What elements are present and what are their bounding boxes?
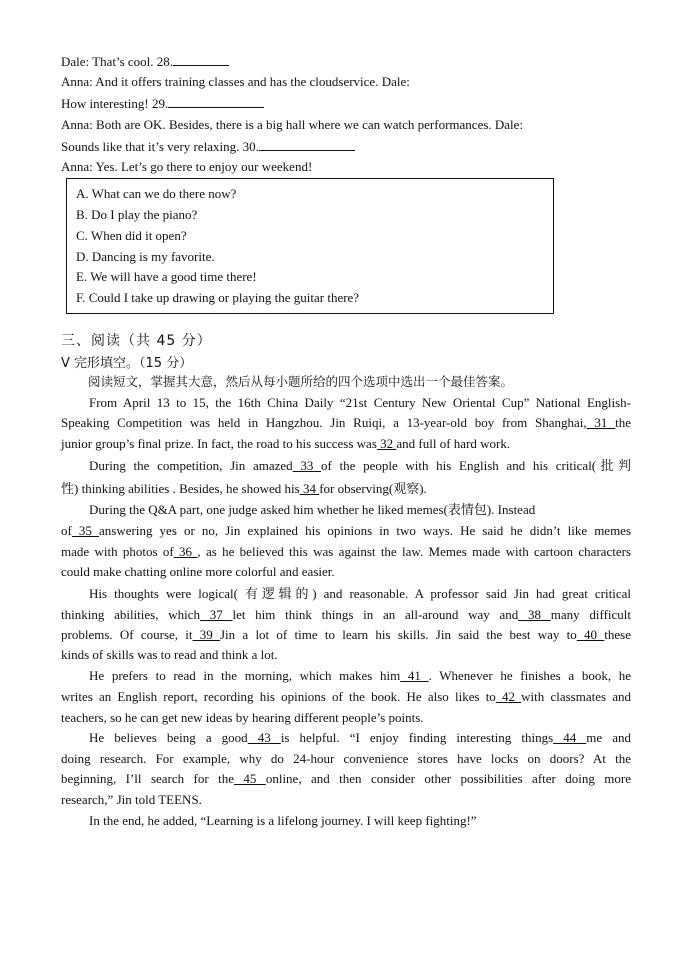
answer-blank-30[interactable] xyxy=(259,137,355,151)
blank-39[interactable]: 39 xyxy=(192,627,220,642)
blank-35[interactable]: 35 xyxy=(71,523,100,538)
passage-line: thinking abilities, which 37 let him think things in an all-around way and 38 many difficult xyxy=(61,607,632,622)
passage-line: could make chatting online more colorful and easier. xyxy=(61,564,335,579)
blank-36[interactable]: 36 xyxy=(173,544,198,559)
passage-line: During the Q&A part, one judge asked him whether he liked memes(表情包). Instead xyxy=(89,502,536,517)
passage-line: problems. Of course, it 39 Jin a lot of time to learn his skills. Jin said the best way to 40 these xyxy=(61,627,631,642)
dialogue-line xyxy=(61,158,312,176)
blank-38[interactable]: 38 xyxy=(518,607,551,622)
answer-blank-28[interactable] xyxy=(173,52,229,66)
passage-line: beginning, I’ll search for the 45 online, and then consider other possibilities after doing more xyxy=(61,771,631,786)
passage-line: writes an English report, recording his opinions of the book. He also likes to 42 with classmates and xyxy=(61,689,631,704)
option-c: C. When did it open? xyxy=(76,228,187,243)
passage-line: of 35 answering yes or no, Jin explained his opinions in two ways. He said he didn’t like memes xyxy=(61,523,632,538)
blank-37[interactable]: 37 xyxy=(199,607,233,622)
passage-line: He believes being a good 43 is helpful. “I enjoy finding interesting things 44 me and xyxy=(89,730,632,745)
blank-41[interactable]: 41 xyxy=(400,668,429,683)
blank-40[interactable]: 40 xyxy=(576,627,605,642)
section-subheading: V 完形填空。（15 分） xyxy=(61,356,193,371)
dialogue-line-28 xyxy=(61,52,229,71)
passage-line: From April 13 to 15, the 16th China Daily “21st Century New Oriental Cup” National English- xyxy=(89,395,631,410)
blank-33[interactable]: 33 xyxy=(292,458,321,473)
option-a: A. What can we do there now? xyxy=(76,186,237,201)
option-d: D. Dancing is my favorite. xyxy=(76,249,215,264)
dialogue-line-30 xyxy=(61,137,355,156)
dialogue-text: How interesting! 29. xyxy=(61,96,169,111)
options-box xyxy=(66,178,554,314)
passage-line: 性) thinking abilities . Besides, he showed his 34 for observing(观察). xyxy=(61,481,427,496)
option-f: F. Could I take up drawing or playing the guitar there? xyxy=(76,290,360,305)
dialogue-line xyxy=(61,73,410,91)
passage-line: During the competition, Jin amazed 33 of the people with his English and his critical(批判 xyxy=(89,458,631,473)
dialogue-text: Anna: And it offers training classes and has the cloudservice. Dale: xyxy=(61,74,410,89)
passage-line: In the end, he added, “Learning is a lifelong journey. I will keep fighting!” xyxy=(89,813,477,828)
dialogue-line xyxy=(61,116,523,134)
passage-line: teachers, so he can get new ideas by hearing different people’s points. xyxy=(61,710,424,725)
blank-43[interactable]: 43 xyxy=(247,730,281,745)
blank-42[interactable]: 42 xyxy=(495,689,522,704)
option-b: B. Do I play the piano? xyxy=(76,207,198,222)
passage-line: He prefers to read in the morning, which makes him 41 . Whenever he finishes a book, he xyxy=(89,668,632,683)
blank-44[interactable]: 44 xyxy=(553,730,587,745)
passage-line: research,” Jin told TEENS. xyxy=(61,792,202,807)
blank-31[interactable]: 31 xyxy=(586,415,616,430)
option-e: E. We will have a good time there! xyxy=(76,269,257,284)
dialogue-line-29 xyxy=(61,94,264,113)
dialogue-text: Dale: That’s cool. 28. xyxy=(61,54,174,69)
dialogue-text: Anna: Both are OK. Besides, there is a big hall where we can watch performances. Dale: xyxy=(61,117,524,132)
blank-45[interactable]: 45 xyxy=(234,771,266,786)
passage-line: Speaking Competition was held in Hangzhou. Jin Ruiqi, a 13-year-old boy from Shanghai, 31 the xyxy=(61,415,632,430)
blank-32[interactable]: 32 xyxy=(376,436,397,451)
passage-line: kinds of skills was to read and think a lot. xyxy=(61,647,278,662)
section-heading: 三、阅读（共 45 分） xyxy=(61,333,212,349)
passage-line: doing research. For example, why do 24-hour convenience stores have locks on doors? At the xyxy=(61,751,631,766)
dialogue-text: Sounds like that it’s very relaxing. 30. xyxy=(61,139,259,154)
answer-blank-29[interactable] xyxy=(168,94,264,108)
dialogue-text: Anna: Yes. Let’s go there to enjoy our weekend! xyxy=(61,159,313,174)
passage-line: junior group’s final prize. In fact, the road to his success was 32 and full of hard work. xyxy=(61,436,511,451)
instruction-text: 阅读短文，掌握其大意，然后从每小题所给的四个选项中选出一个最佳答案。 xyxy=(88,374,514,389)
passage-line: made with photos of 36 , as he believed this was against the law. Memes made with cartoon characters xyxy=(61,544,631,559)
passage-line: His thoughts were logical( 有逻辑的) and reasonable. A professor said Jin had great critical xyxy=(89,586,631,601)
blank-34[interactable]: 34 xyxy=(299,481,320,496)
